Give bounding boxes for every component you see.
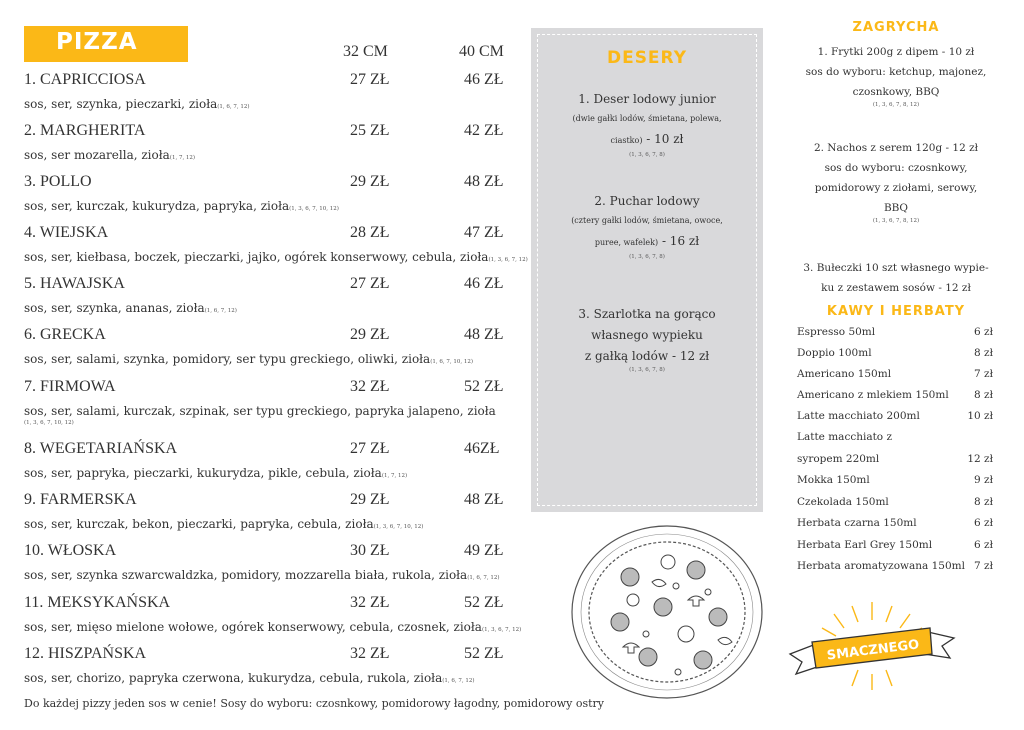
- pizza-ingredients: sos, ser mozarella, zioła(1, 7, 12): [24, 148, 196, 162]
- snack-item: 3. Bułeczki 10 szt własnego wypie- ku z zestawem sosów - 12 zł: [803, 262, 989, 294]
- basil-leaf: [652, 579, 666, 586]
- pizza-price-32: 29 ZŁ: [350, 491, 390, 508]
- olive: [705, 589, 711, 595]
- pizza-price-40: 52 ZŁ: [464, 645, 504, 662]
- allergen-codes: (1, 3, 6, 7, 8, 12): [872, 102, 920, 108]
- pizza-name: 2. MARGHERITA: [24, 122, 146, 139]
- drink-item: Doppio 100ml 8 zł: [797, 347, 993, 359]
- allergen-codes: (1, 6, 7, 12): [204, 308, 237, 314]
- pizza-item: [0, 173, 520, 224]
- allergen-codes: (1, 3, 6, 7, 10, 12): [289, 206, 339, 212]
- pizza-item: [0, 594, 520, 645]
- pizza-ingredients: sos, ser, papryka, pieczarki, kukurydza, pikle, cebula, zioła(1, 7, 12): [24, 466, 408, 480]
- pizza-item: [0, 122, 520, 173]
- size-header-32: 32 CM: [343, 43, 388, 60]
- tomato-slice: [678, 626, 694, 642]
- pizza-price-32: 32 ZŁ: [350, 645, 390, 662]
- tomato-slice: [661, 555, 675, 569]
- allergen-codes: (1, 3, 6, 7, 8): [629, 152, 665, 158]
- pizza-illustration: [568, 522, 766, 702]
- pizza-name: 5. HAWAJSKA: [24, 275, 125, 292]
- pizza-name: 1. CAPRICCIOSA: [24, 71, 146, 88]
- pizza-name: 3. POLLO: [24, 173, 92, 190]
- allergen-codes: (1, 6, 7, 12): [217, 104, 250, 110]
- pizza-price-32: 30 ZŁ: [350, 542, 390, 559]
- pizza-item: [0, 542, 520, 593]
- mushroom: [623, 643, 639, 653]
- pizza-item: [0, 645, 520, 696]
- pizza-price-40: 52 ZŁ: [464, 378, 504, 395]
- pizza-price-40: 46 ZŁ: [464, 275, 504, 292]
- allergen-codes: (1, 7, 12): [381, 473, 408, 479]
- pizza-ingredients: sos, ser, szynka, pieczarki, zioła(1, 6, 7, 12): [24, 97, 250, 111]
- pizza-price-32: 32 ZŁ: [350, 378, 390, 395]
- basil-leaf: [718, 637, 732, 644]
- pizza-name: 10. WŁOSKA: [24, 542, 117, 559]
- allergen-codes: (1, 6, 7, 12): [442, 678, 475, 684]
- allergen-codes: (1, 3, 6, 7, 8): [629, 367, 665, 373]
- pizza-name: 6. GRECKA: [24, 326, 106, 343]
- pizza-item: [0, 378, 520, 429]
- pizza-name: 4. WIEJSKA: [24, 224, 109, 241]
- pizza-item: [0, 440, 520, 491]
- pizza-price-40: 52 ZŁ: [464, 594, 504, 611]
- allergen-codes: (1, 3, 6, 7, 10, 12): [373, 524, 424, 530]
- pepperoni-slice: [709, 608, 727, 626]
- pizza-name: 11. MEKSYKAŃSKA: [24, 594, 171, 611]
- drink-item: Herbata aromatyzowana 150ml 7 zł: [797, 560, 993, 572]
- snack-item: 2. Nachos z serem 120g - 12 zł sos do wyboru: czosnkowy, pomidorowy z ziołami, serowy, BBQ (1, 3, 6, 7, 8, 12): [788, 138, 1004, 224]
- pizza-ingredients: sos, ser, szynka, ananas, zioła(1, 6, 7, 12): [24, 301, 237, 315]
- drink-item: Herbata Earl Grey 150ml 6 zł: [797, 539, 993, 551]
- tomato-slice: [627, 594, 639, 606]
- pizza-price-40: 48 ZŁ: [464, 491, 504, 508]
- pizza-ingredients: sos, ser, szynka szwarcwaldzka, pomidory, mozzarella biała, rukola, zioła(1, 6, 7, 12): [24, 568, 500, 582]
- pizza-name: 8. WEGETARIAŃSKA: [24, 440, 178, 457]
- pizza-item: [0, 275, 520, 326]
- pepperoni-slice: [639, 648, 657, 666]
- drink-item: Herbata czarna 150ml 6 zł: [797, 517, 993, 529]
- pizza-item: [0, 224, 528, 275]
- pizza-price-32: 32 ZŁ: [350, 594, 390, 611]
- pizza-section-banner: [24, 26, 188, 62]
- olive: [673, 583, 679, 589]
- drink-item: Czekolada 150ml 8 zł: [797, 496, 993, 508]
- pizza-price-32: 27 ZŁ: [350, 440, 390, 457]
- allergen-codes: (1, 3, 6, 7, 12): [481, 627, 522, 633]
- pepperoni-slice: [621, 568, 639, 586]
- pizza-ingredients: sos, ser, kiełbasa, boczek, pieczarki, jajko, ogórek konserwowy, cebula, zioła(1, 3, 6, 7, 12): [24, 250, 528, 264]
- desery-title: DESERY: [606, 48, 688, 68]
- desery-panel: [531, 28, 763, 512]
- dessert-item: 2. Puchar lodowy (cztery gałki lodów, śmietana, owoce, puree, wafelek) - 16 zł (1, 3, 6, 7, 8): [545, 192, 749, 260]
- snack-item: 1. Frytki 200g z dipem - 10 zł sos do wyboru: ketchup, majonez, czosnkowy, BBQ (1, 3, 6, 7, 8, 12): [788, 42, 1004, 108]
- size-header-40: 40 CM: [459, 43, 504, 60]
- pepperoni-slice: [611, 613, 629, 631]
- olive: [675, 669, 681, 675]
- allergen-codes: (1, 3, 6, 7, 10, 12): [24, 420, 74, 426]
- drink-item: syropem 220ml 12 zł: [797, 453, 993, 465]
- dessert-item: 1. Deser lodowy junior (dwie gałki lodów, śmietana, polewa, ciastko) - 10 zł (1, 3, 6, 7, 8): [545, 90, 749, 158]
- allergen-codes: (1, 3, 6, 7, 8): [629, 254, 665, 260]
- pizza-ingredients: sos, ser, kurczak, kukurydza, papryka, zioła(1, 3, 6, 7, 10, 12): [24, 199, 339, 213]
- allergen-codes: (1, 6, 7, 12): [467, 575, 500, 581]
- zagrycha-title: ZAGRYCHA: [852, 20, 940, 35]
- allergen-codes: (1, 3, 6, 7, 8, 12): [872, 218, 920, 224]
- pizza-ingredients: sos, ser, salami, kurczak, szpinak, ser typu greckiego, papryka jalapeno, zioła: [24, 404, 496, 418]
- pizza-price-32: 27 ZŁ: [350, 275, 390, 292]
- drink-item: Mokka 150ml 9 zł: [797, 474, 993, 486]
- pizza-price-32: 27 ZŁ: [350, 71, 390, 88]
- allergen-codes: (1, 7, 12): [169, 155, 196, 161]
- smacznego-badge: [782, 598, 962, 694]
- pizza-price-32: 29 ZŁ: [350, 326, 390, 343]
- drink-item: Latte macchiato 200ml 10 zł: [797, 410, 993, 422]
- drink-item: Latte macchiato z: [797, 431, 892, 443]
- drink-item: Espresso 50ml 6 zł: [797, 326, 993, 338]
- pepperoni-slice: [694, 651, 712, 669]
- pizza-name: 7. FIRMOWA: [24, 378, 116, 395]
- dessert-item: 3. Szarlotka na gorąco własnego wypieku z gałką lodów - 12 zł (1, 3, 6, 7, 8): [545, 304, 749, 373]
- kawy-title: KAWY I HERBATY: [826, 304, 966, 319]
- pizza-item: [0, 326, 520, 377]
- pizza-price-32: 29 ZŁ: [350, 173, 390, 190]
- drink-item: Americano z mlekiem 150ml 8 zł: [797, 389, 993, 401]
- pizza-price-32: 28 ZŁ: [350, 224, 390, 241]
- pizza-item: [0, 491, 520, 542]
- pizza-price-40: 47 ZŁ: [464, 224, 504, 241]
- allergen-codes: (1, 6, 7, 10, 12): [430, 359, 473, 365]
- allergen-codes: (1, 3, 6, 7, 12): [488, 257, 528, 263]
- pepperoni-slice: [687, 561, 705, 579]
- pizza-price-40: 46ZŁ: [464, 440, 500, 457]
- olive: [643, 631, 649, 637]
- drink-item: Americano 150ml 7 zł: [797, 368, 993, 380]
- pizza-price-32: 25 ZŁ: [350, 122, 390, 139]
- pepperoni-slice: [654, 598, 672, 616]
- pizza-name: 12. HISZPAŃSKA: [24, 645, 147, 662]
- pizza-price-40: 48 ZŁ: [464, 326, 504, 343]
- smacznego-text: SMACZNEGO: [826, 637, 921, 664]
- pizza-ingredients: sos, ser, kurczak, bekon, pieczarki, papryka, cebula, zioła(1, 3, 6, 7, 10, 12): [24, 517, 424, 531]
- pizza-ingredients: sos, ser, chorizo, papryka czerwona, kukurydza, cebula, rukola, zioła(1, 6, 7, 12): [24, 671, 475, 685]
- pizza-ingredients: sos, ser, salami, szynka, pomidory, ser typu greckiego, oliwki, zioła(1, 6, 7, 10, 12): [24, 352, 473, 366]
- pizza-price-40: 49 ZŁ: [464, 542, 504, 559]
- sauce-footer-note: Do każdej pizzy jeden sos w cenie! Sosy do wyboru: czosnkowy, pomidorowy łagodny, pomidorowy ostry: [24, 697, 605, 710]
- pizza-section-title: PIZZA: [56, 29, 138, 55]
- pizza-name: 9. FARMERSKA: [24, 491, 137, 508]
- pizza-item: [0, 71, 520, 122]
- pizza-price-40: 42 ZŁ: [464, 122, 504, 139]
- mushroom: [688, 596, 704, 606]
- pizza-price-40: 48 ZŁ: [464, 173, 504, 190]
- pizza-ingredients: sos, ser, mięso mielone wołowe, ogórek konserwowy, cebula, czosnek, zioła(1, 3, 6, 7, 12): [24, 620, 522, 634]
- pizza-price-40: 46 ZŁ: [464, 71, 504, 88]
